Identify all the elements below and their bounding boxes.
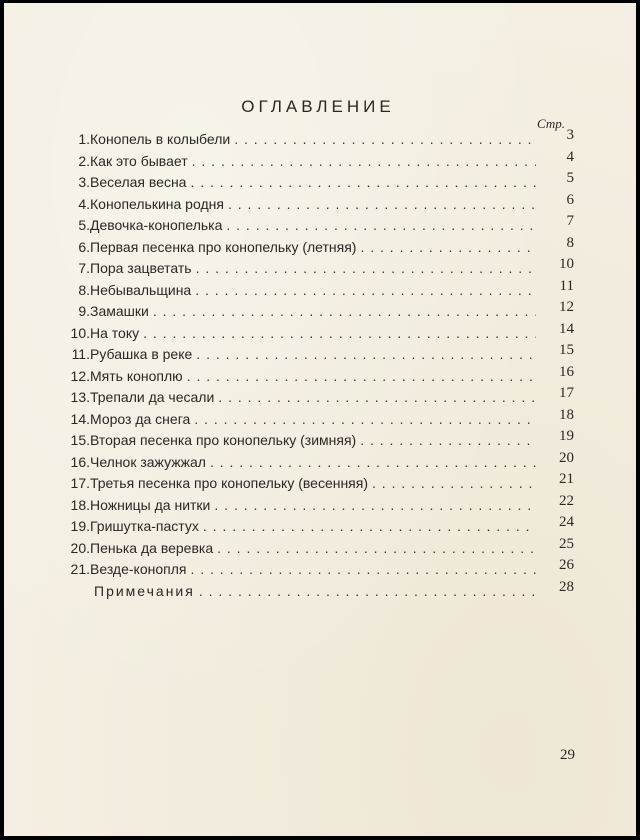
entry-title: Замашки	[90, 303, 149, 319]
dot-leader	[190, 411, 536, 427]
entry-title: Веселая весна	[90, 174, 187, 190]
dot-leader	[195, 583, 540, 599]
toc-row	[4, 213, 636, 239]
book-page	[4, 3, 636, 836]
dot-leader	[188, 153, 536, 169]
entry-number: 16.	[70, 453, 90, 470]
entry-page: 4	[566, 148, 574, 165]
entry-number: 8.	[78, 281, 90, 298]
entry-page: 7	[566, 213, 574, 229]
toc-row	[4, 363, 636, 390]
toc-row	[4, 514, 636, 540]
dot-leader	[199, 518, 536, 534]
entry-page: 26	[559, 557, 574, 573]
entry-title: Третья песенка про конопельку (весенняя)	[90, 475, 369, 491]
notes-title: Примечания	[94, 582, 195, 599]
entry-page: 17	[559, 385, 574, 401]
entry-title: Небывальщина	[90, 281, 192, 298]
entry-title: Первая песенка про конопельку (летняя)	[90, 238, 357, 255]
dot-leader	[186, 561, 536, 577]
toc-row	[4, 320, 636, 347]
entry-title: Челнок зажужжал	[90, 453, 206, 470]
dot-leader	[186, 174, 536, 190]
toc-title: ОГЛАВЛЕНИЕ	[241, 97, 395, 116]
toc-row	[4, 428, 636, 454]
toc-row	[4, 191, 636, 218]
dot-leader	[139, 325, 536, 341]
entry-number: 13.	[70, 389, 90, 405]
toc-row	[4, 406, 636, 433]
entry-number: 15.	[70, 432, 90, 448]
toc-row-notes	[4, 578, 636, 605]
entry-number: 2.	[78, 152, 90, 169]
toc-row	[4, 557, 636, 583]
entry-number: 18.	[70, 496, 90, 513]
page-number: 29	[560, 747, 575, 763]
entry-title: Мять коноплю	[90, 367, 183, 384]
toc-row	[4, 535, 636, 562]
entry-number: 5.	[78, 217, 90, 233]
toc-row	[4, 492, 636, 519]
entry-number: 12.	[70, 367, 90, 384]
dot-leader	[214, 389, 536, 405]
entry-number: 3.	[78, 174, 90, 190]
entry-page: 25	[559, 535, 574, 552]
dot-leader	[149, 303, 536, 319]
dot-leader	[192, 346, 536, 362]
entry-page: 10	[559, 256, 574, 272]
dot-leader	[210, 497, 536, 513]
entry-title: Везде-конопля	[90, 561, 187, 577]
entry-title: Девочка-конопелька	[90, 217, 223, 233]
dot-leader	[356, 239, 536, 255]
toc-row	[4, 127, 636, 153]
entry-page: 24	[559, 514, 574, 530]
entry-page: 3	[566, 127, 574, 143]
toc-row	[4, 148, 636, 175]
entry-number: 17.	[70, 475, 90, 491]
dot-leader	[356, 432, 536, 448]
entry-title: Конопель в колыбели	[90, 131, 231, 147]
entry-page: 11	[559, 277, 574, 294]
entry-title: Как это бывает	[90, 152, 188, 169]
toc-row	[4, 234, 636, 261]
entry-page: 6	[566, 191, 574, 208]
entry-page: 16	[559, 363, 574, 380]
entry-number: 6.	[78, 238, 90, 255]
entry-page: 14	[559, 320, 574, 337]
dot-leader	[206, 454, 536, 470]
entry-number: 21.	[70, 561, 90, 577]
entry-title: Мороз да снега	[90, 410, 191, 427]
toc-row	[4, 449, 636, 476]
entry-page: 20	[559, 449, 574, 466]
entry-title: Ножницы да нитки	[90, 496, 211, 513]
entry-title: Конопелькина родня	[90, 195, 224, 212]
entry-title: Пенька да веревка	[90, 539, 214, 556]
toc-row	[4, 342, 636, 368]
entry-page: 22	[559, 492, 574, 509]
dot-leader	[183, 368, 536, 384]
entry-page: 19	[559, 428, 574, 444]
dot-leader	[222, 217, 536, 233]
entry-page: 18	[559, 406, 574, 423]
dot-leader	[192, 260, 536, 276]
entry-title: На току	[90, 324, 140, 341]
entry-number: 7.	[78, 260, 90, 276]
dot-leader	[213, 540, 536, 556]
entry-number: 20.	[70, 539, 90, 556]
toc-row	[4, 256, 636, 282]
entry-number: 4.	[78, 195, 90, 212]
entry-page: 8	[566, 234, 574, 251]
toc-row	[4, 385, 636, 411]
dot-leader	[368, 475, 536, 491]
entry-number: 1.	[78, 131, 90, 147]
toc-row	[4, 299, 636, 325]
entry-title: Трепали да чесали	[90, 389, 215, 405]
entry-number: 19.	[70, 518, 90, 534]
toc-row	[4, 471, 636, 497]
toc-row	[4, 170, 636, 196]
notes-page: 28	[559, 578, 574, 595]
dot-leader	[230, 131, 536, 147]
entry-page: 15	[559, 342, 574, 358]
entry-title: Гришутка-пастух	[90, 518, 199, 534]
entry-number: 10.	[70, 324, 90, 341]
entry-title: Рубашка в реке	[90, 346, 193, 362]
dot-leader	[191, 282, 536, 298]
entry-page: 21	[559, 471, 574, 487]
dot-leader	[224, 196, 536, 212]
entry-number: 9.	[78, 303, 90, 319]
entry-number: 14.	[70, 410, 90, 427]
entry-title: Пора зацветать	[90, 260, 192, 276]
toc-row	[4, 277, 636, 304]
entry-page: 12	[559, 299, 574, 315]
entry-number: 11.	[71, 346, 90, 362]
entry-title: Вторая песенка про конопельку (зимняя)	[90, 432, 357, 448]
page-column-label: Стр.	[537, 116, 565, 131]
entry-page: 5	[566, 170, 574, 186]
